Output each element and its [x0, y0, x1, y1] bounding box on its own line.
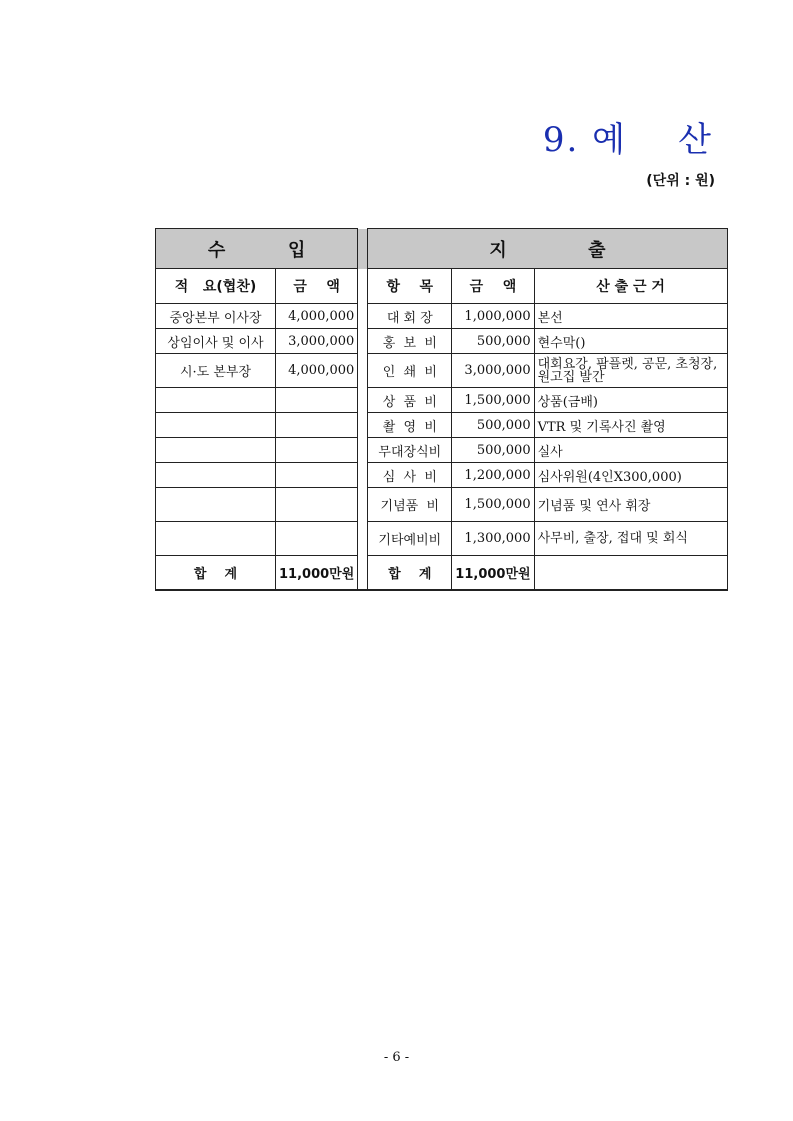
expense-amount: 500,000 — [452, 413, 534, 438]
expense-amount: 500,000 — [452, 329, 534, 354]
income-item: 중앙본부 이사장 — [156, 304, 276, 329]
page-number: - 6 - — [383, 1050, 410, 1065]
expense-item: 인 쇄 비 — [368, 354, 452, 388]
table-row — [156, 388, 728, 413]
total-note — [534, 556, 727, 591]
expense-item: 촬 영 비 — [368, 413, 452, 438]
table-row — [156, 463, 728, 488]
total-expense: 11,000만원 — [452, 556, 534, 591]
unit-label: (단위 : 원) — [646, 173, 715, 189]
table-row — [156, 304, 728, 329]
expense-basis: 대회요강, 팜플렛, 공문, 초청장, 원고집 발간 — [534, 354, 727, 388]
table-row — [156, 329, 728, 354]
expense-basis: 사무비, 출장, 접대 및 회식 — [534, 522, 727, 556]
income-amount — [276, 413, 358, 438]
expense-amount: 1,500,000 — [452, 488, 534, 522]
income-amount — [276, 488, 358, 522]
expense-basis: 심사위원(4인X300,000) — [534, 463, 727, 488]
income-amount — [276, 522, 358, 556]
income-item — [156, 438, 276, 463]
expense-header: 지 출 — [368, 229, 727, 269]
expense-basis: 실사 — [534, 438, 727, 463]
expense-basis: 상품(금배) — [534, 388, 727, 413]
col-header: 금 액 — [276, 269, 358, 304]
budget-table — [155, 228, 728, 591]
table-row — [156, 354, 728, 388]
income-item: 시·도 본부장 — [156, 354, 276, 388]
section-title: 9. 예 산 — [542, 120, 713, 160]
expense-item: 기념품 비 — [368, 488, 452, 522]
expense-basis: 현수막() — [534, 329, 727, 354]
expense-basis: 본선 — [534, 304, 727, 329]
income-item — [156, 463, 276, 488]
expense-basis: VTR 및 기록사진 촬영 — [534, 413, 727, 438]
col-header: 적 요(협찬) — [156, 269, 276, 304]
expense-amount: 500,000 — [452, 438, 534, 463]
expense-amount: 1,000,000 — [452, 304, 534, 329]
income-amount — [276, 463, 358, 488]
income-amount: 3,000,000 — [276, 329, 358, 354]
expense-amount: 3,000,000 — [452, 354, 534, 388]
col-header: 산 출 근 거 — [534, 269, 727, 304]
expense-item: 대 회 장 — [368, 304, 452, 329]
col-header: 금 액 — [452, 269, 534, 304]
income-amount — [276, 388, 358, 413]
expense-item: 기타예비비 — [368, 522, 452, 556]
expense-item: 상 품 비 — [368, 388, 452, 413]
expense-item: 심 사 비 — [368, 463, 452, 488]
table-row — [156, 413, 728, 438]
income-item — [156, 522, 276, 556]
expense-amount: 1,500,000 — [452, 388, 534, 413]
expense-item: 무대장식비 — [368, 438, 452, 463]
income-item — [156, 488, 276, 522]
expense-basis: 기념품 및 연사 휘장 — [534, 488, 727, 522]
income-amount: 4,000,000 — [276, 304, 358, 329]
expense-amount: 1,200,000 — [452, 463, 534, 488]
income-amount — [276, 438, 358, 463]
income-item: 상임이사 및 이사 — [156, 329, 276, 354]
total-income: 11,000만원 — [276, 556, 358, 591]
income-item — [156, 413, 276, 438]
total-label: 합 계 — [156, 556, 276, 591]
col-header: 항 목 — [368, 269, 452, 304]
expense-amount: 1,300,000 — [452, 522, 534, 556]
table-row — [156, 522, 728, 556]
total-label: 합 계 — [368, 556, 452, 591]
table-row — [156, 488, 728, 522]
income-item — [156, 388, 276, 413]
expense-item: 홍 보 비 — [368, 329, 452, 354]
income-amount: 4,000,000 — [276, 354, 358, 388]
income-header: 수 입 — [156, 229, 358, 269]
table-row — [156, 438, 728, 463]
